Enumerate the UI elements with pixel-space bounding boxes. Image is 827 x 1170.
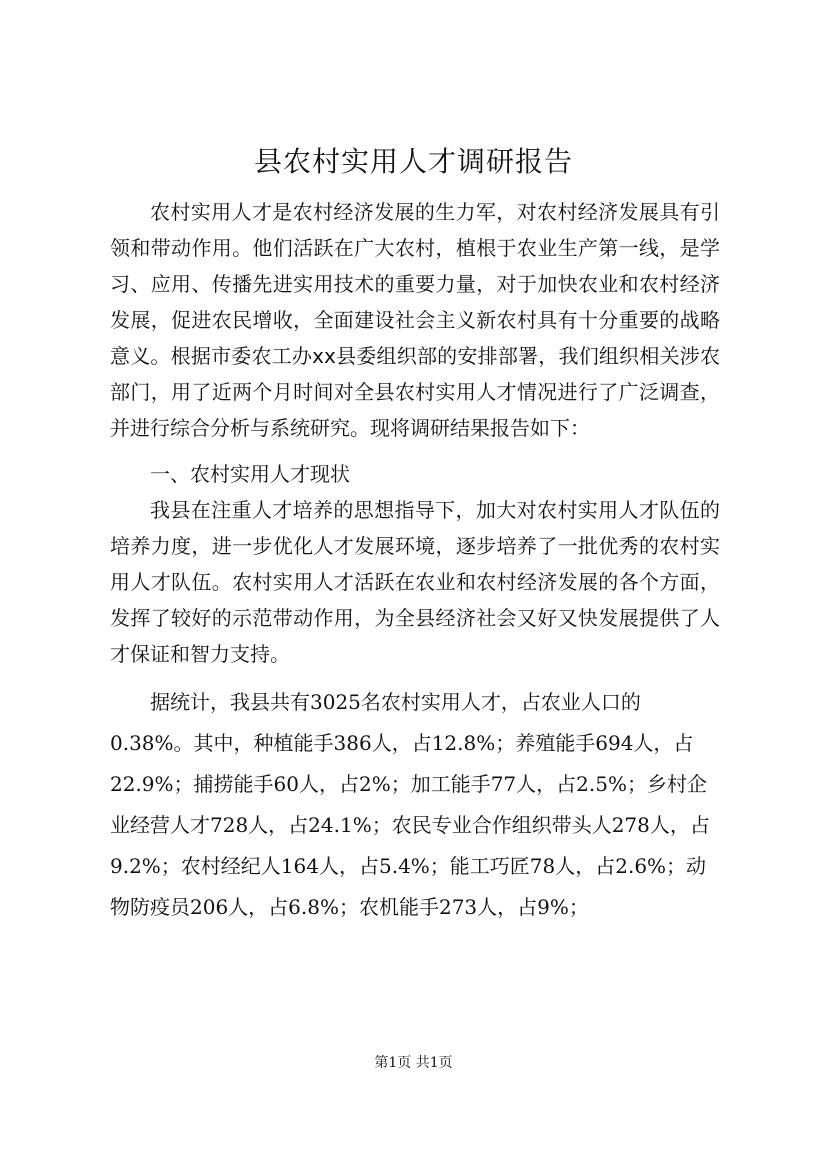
document-body — [110, 194, 720, 928]
section-heading: 一、农村实用人才现状 — [150, 462, 350, 486]
document-title: 县农村实用人才调研报告 — [253, 145, 573, 178]
intro-paragraph: 农村实用人才是农村经济发展的生力军，对农村经济发展具有引领和带动作用。他们活跃在广大农村，植根于农业生产第一线，是学习、应用、传播先进实用技术的重要力量，对于加快农业和农村经济发展，促进农民增收，全面建设社会主义新农村具有十分重要的战略意义。根据市委农工办xx县委组织部的安排部署，我们组织相关涉农部门，用了近两个月时间对全县农村实用人才情况进行了广泛调查，并进行综合分析与系统研究。现将调研结果报告如下： — [110, 200, 720, 440]
page-number-footer: 第1页 共1页 — [374, 1055, 453, 1071]
statistics-paragraph: 据统计，我县共有3025名农村实用人才，占农业人口的0.38%。其中，种植能手386人，占12.8%；养殖能手694人，占22.9%；捕捞能手60人，占2%；加工能手77人，占2.5%；乡村企业经营人才728人，占24.1%；农民专业合作组织带头人278人，占9.2%；农村经纪人164人，占5.4%；能工巧匠78人，占2.6%；动物防疫员206人，占6.8%；农机能手273人，占9%； — [110, 690, 710, 919]
status-paragraph: 我县在注重人才培养的思想指导下，加大对农村实用人才队伍的培养力度，进一步优化人才发展环境，逐步培养了一批优秀的农村实用人才队伍。农村实用人才活跃在农业和农村经济发展的各个方面，发挥了较好的示范带动作用，为全县经济社会又好又快发展提供了人才保证和智力支持。 — [110, 498, 720, 666]
